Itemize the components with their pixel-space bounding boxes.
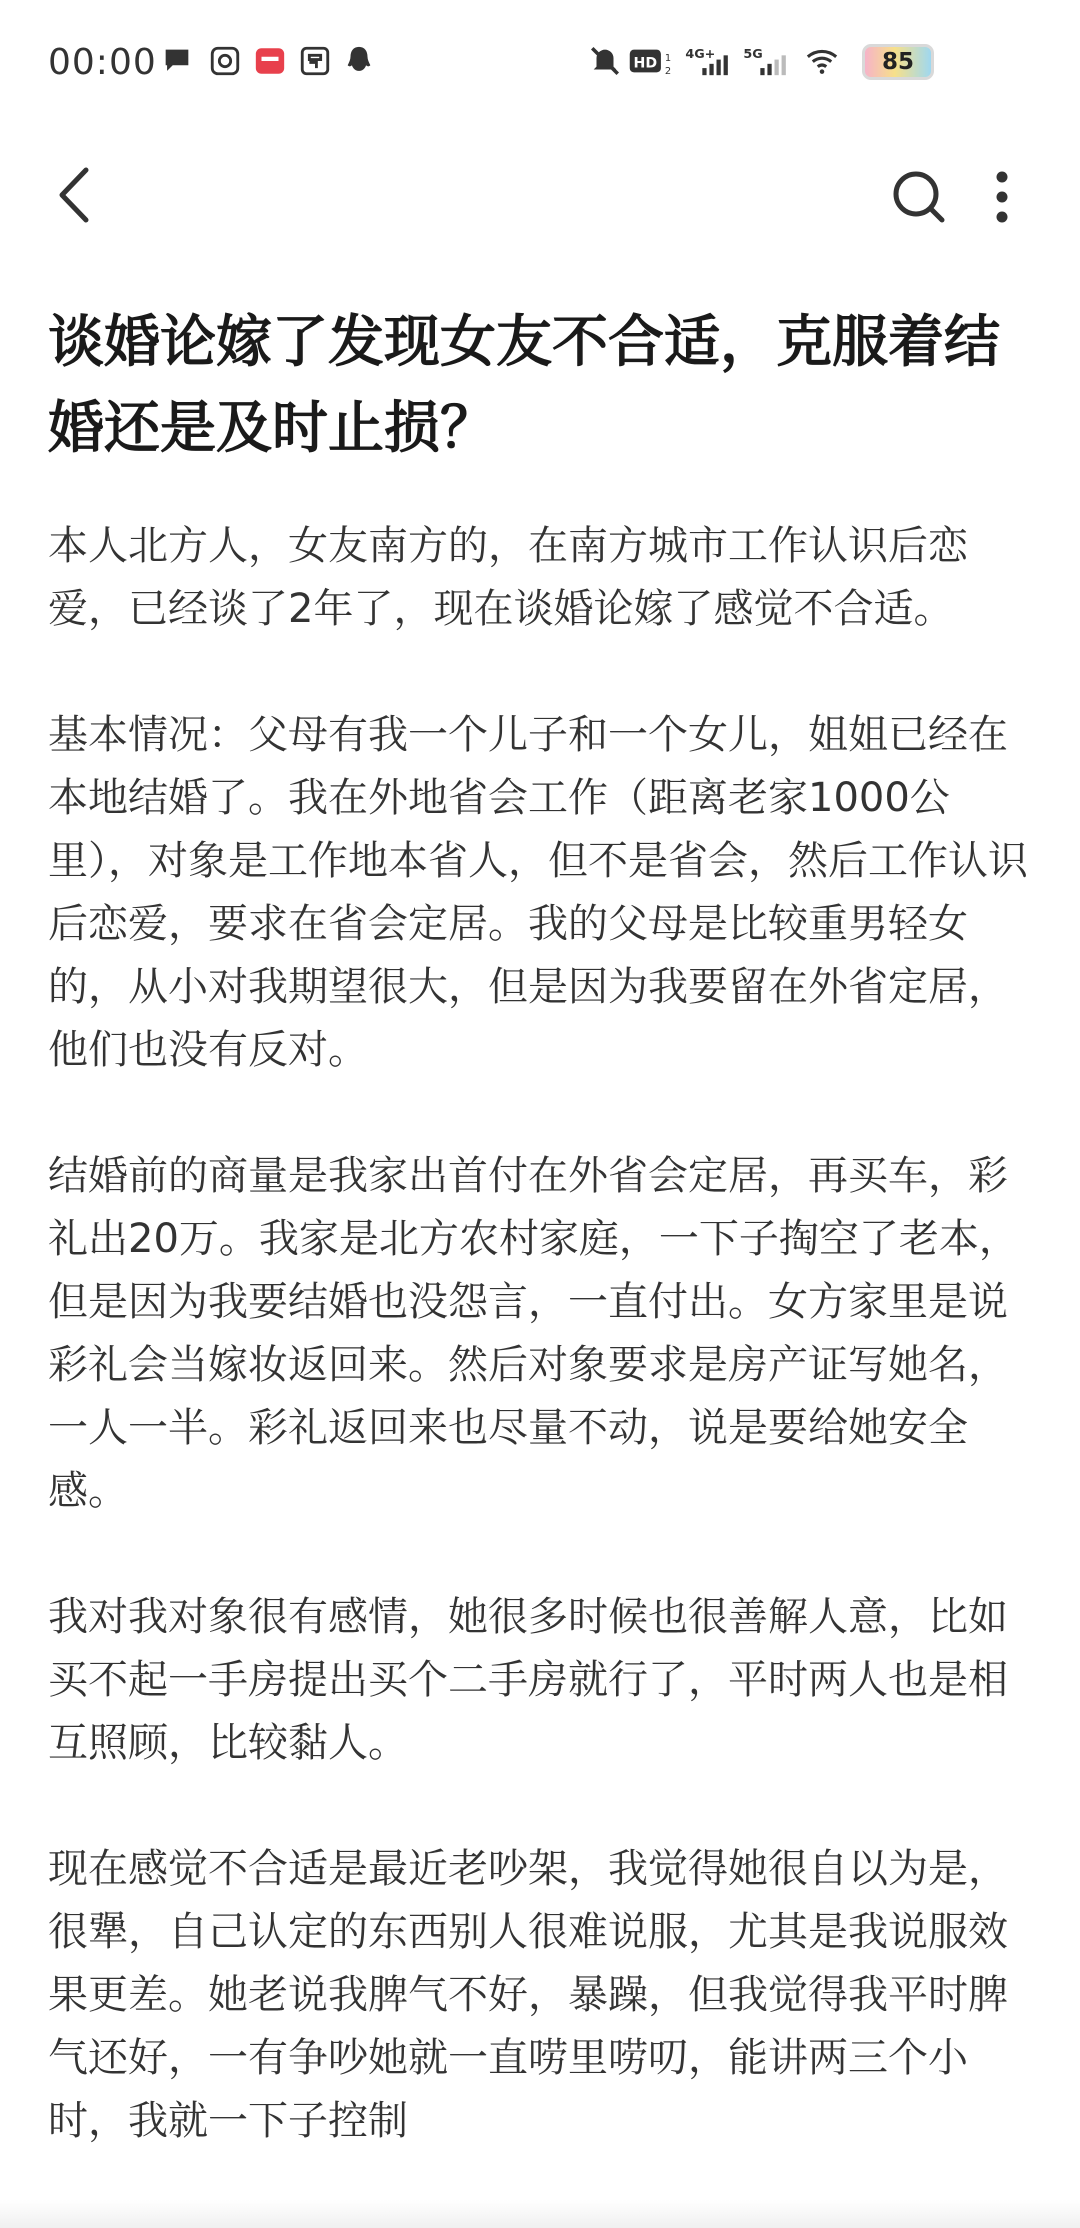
more-options-button[interactable] <box>985 168 1019 226</box>
article-title: 谈婚论嫁了发现女友不合适，克服着结婚还是及时止损？ <box>48 310 1000 461</box>
back-button[interactable] <box>48 160 108 230</box>
article-paragraph: 本人北方人，女友南方的，在南方城市工作认识后恋爱，已经谈了2年了，现在谈婚论嫁了感觉不合适。 <box>48 523 968 632</box>
wifi-icon <box>802 44 842 78</box>
hd-icon <box>628 44 674 78</box>
top-nav-bar <box>0 140 1080 250</box>
svg-text:5G: 5G <box>743 47 763 63</box>
qq-icon <box>342 44 376 78</box>
article-paragraph: 现在感觉不合适是最近老吵架，我觉得她很自以为是，很犟，自己认定的东西别人很难说服，尤其是我说服效果更差。她老说我脾气不好，暴躁，但我觉得我平时脾气还好，一有争吵她就一直唠里唠叨，能讲两三个小时，我就一下子控制 <box>48 1846 1008 2144</box>
search-button[interactable] <box>890 168 948 226</box>
battery-indicator: 85 <box>862 44 934 80</box>
app-icon <box>298 44 332 78</box>
svg-text:HD: HD <box>633 55 658 72</box>
status-time: 00:00 <box>48 42 157 83</box>
article-paragraph: 基本情况：父母有我一个儿子和一个女儿，姐姐已经在本地结婚了。我在外地省会工作（距离老家1000公里），对象是工作地本省人，但不是省会，然后工作认识后恋爱，要求在省会定居。我的父母是比较重男轻女的，从小对我期望很大，但是因为我要留在外省定居，他们也没有反对。 <box>48 712 1028 1073</box>
svg-text:4G+: 4G+ <box>685 47 716 63</box>
chat-icon <box>160 44 194 78</box>
app-badge-icon <box>253 44 287 78</box>
mail-icon <box>208 44 242 78</box>
5g-signal-icon <box>742 44 790 78</box>
4g-signal-icon <box>684 44 732 78</box>
chevron-left-icon <box>48 160 108 230</box>
more-vertical-icon <box>985 168 1019 226</box>
status-bar <box>0 0 1080 130</box>
article-body <box>48 515 1028 2216</box>
article-paragraph: 我对我对象很有感情，她很多时候也很善解人意，比如买不起一手房提出买个二手房就行了，平时两人也是相互照顾，比较黏人。 <box>48 1594 1008 1766</box>
svg-text:1: 1 <box>664 53 672 64</box>
article-paragraph: 结婚前的商量是我家出首付在外省会定居，再买车，彩礼出20万。我家是北方农村家庭，一下子掏空了老本，但是因为我要结婚也没怨言，一直付出。女方家里是说彩礼会当嫁妆返回来。然后对象要求是房产证写她名，一人一半。彩礼返回来也尽量不动，说是要给她安全感。 <box>48 1153 1019 1514</box>
search-icon <box>890 168 948 226</box>
silent-icon <box>588 44 622 78</box>
bottom-edge-shadow <box>0 2200 1080 2228</box>
svg-text:2: 2 <box>664 65 672 77</box>
